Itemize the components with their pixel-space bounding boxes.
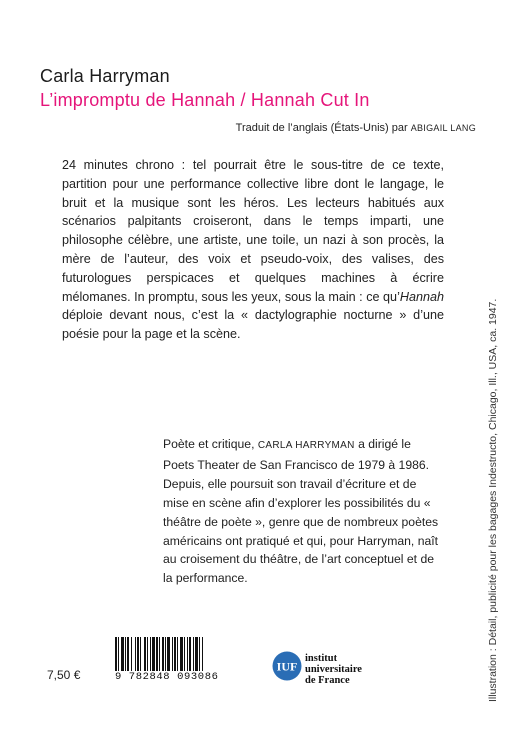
bio-author-name: CARLA HARRYMAN: [257, 440, 355, 451]
blurb-text-2: déploie devant nous, c’est la « dactylographie nocturne » d’une poésie pour la page et la scène.: [62, 308, 444, 342]
publisher-logo: [272, 651, 302, 681]
barcode-bars: [113, 637, 226, 671]
translator-prefix: Traduit de l’anglais (États-Unis) par: [235, 122, 411, 134]
blurb-text-1: 24 minutes chrono : tel pourrait être le sous-titre de ce texte, partition pour une performance collective libre dont le langage, le bruit et la musique sont les héros. Les lecteurs habitués aux scénarios palpitants croiseront, dans le temps imparti, une philosophe célèbre, une artiste, une toile, un nazi à son procès, la mère de l’auteur, des voix et pseudo-voix, des valises, des futurologues perspicaces et quelques machines à écrire mélomanes. In promptu, sous les yeux, sous la main : ce qu’: [62, 158, 444, 304]
price: 7,50 €: [47, 668, 81, 682]
book-title: L’impromptu de Hannah / Hannah Cut In: [40, 90, 370, 110]
book-blurb: [62, 156, 444, 344]
translator-name: ABIGAIL LANG: [410, 123, 476, 133]
isbn-number: 9 782848 093086: [113, 671, 228, 683]
publisher-line-2: universitaire: [305, 664, 362, 675]
blurb-italic-title: Hannah: [399, 289, 444, 304]
bio-text-1: Poète et critique,: [163, 437, 258, 451]
publisher-name: [305, 653, 362, 686]
publisher-line-3: de France: [305, 675, 350, 686]
publisher-line-1: institut: [305, 653, 338, 664]
bio-text-2: a dirigé le Poets Theater de San Francisco de 1979 à 1986. Depuis, elle poursuit son travail d’écriture et de mise en scène afin d’explorer les possibilités du « théâtre de poète », genre que de nombreux poètes américains ont pratiqué et qui, pour Harryman, naît au croisement du théâtre, de l’art conceptuel et de la performance.: [163, 437, 439, 586]
translator-credit: [236, 122, 476, 134]
illustration-credit: Illustration : Détail, publicité pour les bagages Indestructo, Chicago, Ill., USA, ca. 1947.: [487, 298, 499, 702]
logo-text: IUF: [276, 659, 298, 674]
author-name: Carla Harryman: [40, 66, 170, 86]
author-bio: [163, 435, 443, 588]
